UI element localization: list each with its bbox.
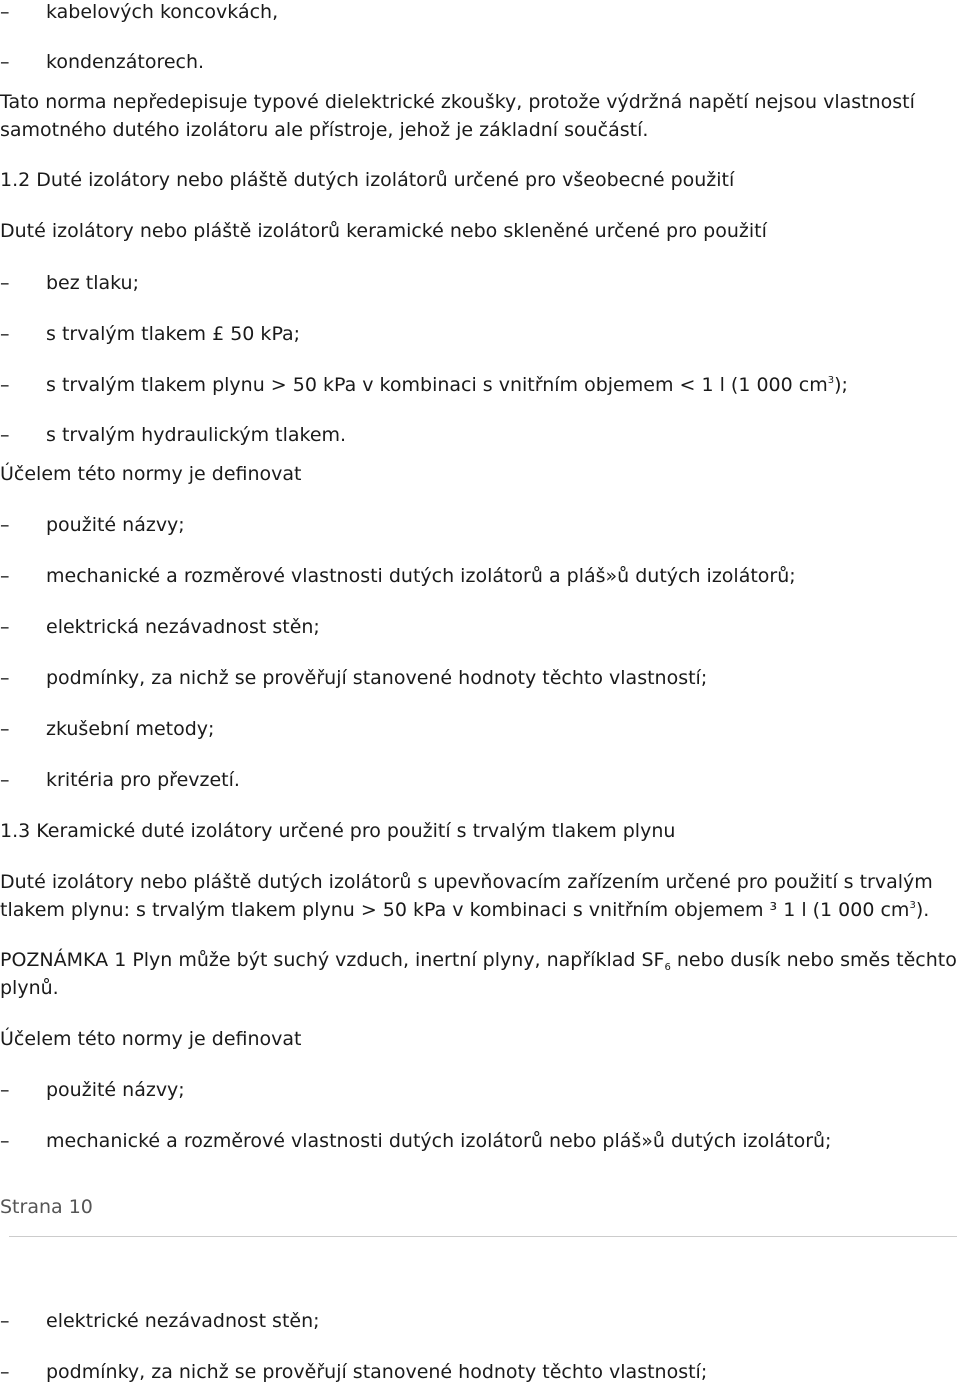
- page-footer: Strana 10: [0, 1196, 93, 1218]
- paragraph-text: tlakem plynu: s trvalým tlakem plynu > 50 kPa v kombinaci s vnitřním objemem ³ 1 l (1 000 cm: [0, 899, 910, 921]
- list-item-text: podmínky, za nichž se prověřují stanovené hodnoty těchto vlastností;: [46, 667, 708, 689]
- list-dash: –: [0, 51, 10, 73]
- list-item-text: elektrické nezávadnost stěn;: [46, 1310, 320, 1332]
- paragraph-line: samotného dutého izolátoru ale přístroje, jehož je základní součástí.: [0, 119, 649, 141]
- note-text: POZNÁMKA 1 Plyn může být suchý vzduch, inertní plyny, například SF: [0, 949, 665, 971]
- section-heading: 1.3 Keramické duté izolátory určené pro použití s trvalým tlakem plynu: [0, 820, 676, 842]
- list-item-text: elektrická nezávadnost stěn;: [46, 616, 320, 638]
- list-dash: –: [0, 272, 10, 294]
- purpose-heading: Účelem této normy je definovat: [0, 463, 302, 485]
- list-dash: –: [0, 514, 10, 536]
- list-dash: –: [0, 565, 10, 587]
- section-intro: Duté izolátory nebo pláště izolátorů keramické nebo skleněné určené pro použití: [0, 220, 767, 242]
- list-item-text: kabelových koncovkách,: [46, 1, 279, 23]
- note-text-end: nebo dusík nebo směs těchto: [670, 949, 957, 971]
- paragraph-text-end: ).: [915, 899, 930, 921]
- list-dash: –: [0, 1310, 10, 1332]
- list-dash: –: [0, 769, 10, 791]
- list-dash: –: [0, 616, 10, 638]
- superscript: 3: [827, 375, 835, 386]
- list-dash: –: [0, 323, 10, 345]
- paragraph-line: Duté izolátory nebo pláště dutých izolátorů s upevňovacím zařízením určené pro použití s trvalým: [0, 871, 933, 893]
- list-dash: –: [0, 667, 10, 689]
- note-line: [0, 946, 957, 974]
- list-item-text: s trvalým tlakem £ 50 kPa;: [46, 323, 301, 345]
- section-heading: 1.2 Duté izolátory nebo pláště dutých izolátorů určené pro všeobecné použití: [0, 169, 735, 191]
- purpose-heading: Účelem této normy je definovat: [0, 1028, 302, 1050]
- list-item-text: s trvalým hydraulickým tlakem.: [46, 424, 347, 446]
- list-item-text: mechanické a rozměrové vlastnosti dutých izolátorů nebo pláš»ů dutých izolátorů;: [46, 1130, 832, 1152]
- list-item-text: [46, 371, 848, 399]
- note-line: plynů.: [0, 977, 59, 999]
- list-item-text-main: s trvalým tlakem plynu > 50 kPa v kombinaci s vnitřním objemem < 1 l (1 000 cm: [46, 374, 828, 396]
- list-dash: –: [0, 374, 10, 396]
- list-dash: –: [0, 1361, 10, 1383]
- list-item-text: bez tlaku;: [46, 272, 139, 294]
- list-item-text-end: );: [834, 374, 848, 396]
- list-dash: –: [0, 1130, 10, 1152]
- page-divider: [9, 1236, 957, 1237]
- list-item-text: použité názvy;: [46, 1079, 185, 1101]
- paragraph-line: [0, 896, 929, 924]
- list-dash: –: [0, 1079, 10, 1101]
- list-item-text: kritéria pro převzetí.: [46, 769, 240, 791]
- list-item-text: použité názvy;: [46, 514, 185, 536]
- paragraph-line: Tato norma nepředepisuje typové dielektrické zkoušky, protože výdržná napětí nejsou vlastností: [0, 91, 915, 113]
- list-item-text: zkušební metody;: [46, 718, 215, 740]
- list-dash: –: [0, 718, 10, 740]
- list-item-text: kondenzátorech.: [46, 51, 205, 73]
- superscript: 3: [909, 900, 916, 911]
- list-dash: –: [0, 1, 10, 23]
- subscript: 6: [664, 962, 671, 973]
- list-dash: –: [0, 424, 10, 446]
- list-item-text: mechanické a rozměrové vlastnosti dutých izolátorů a pláš»ů dutých izolátorů;: [46, 565, 796, 587]
- list-item-text: podmínky, za nichž se prověřují stanovené hodnoty těchto vlastností;: [46, 1361, 708, 1383]
